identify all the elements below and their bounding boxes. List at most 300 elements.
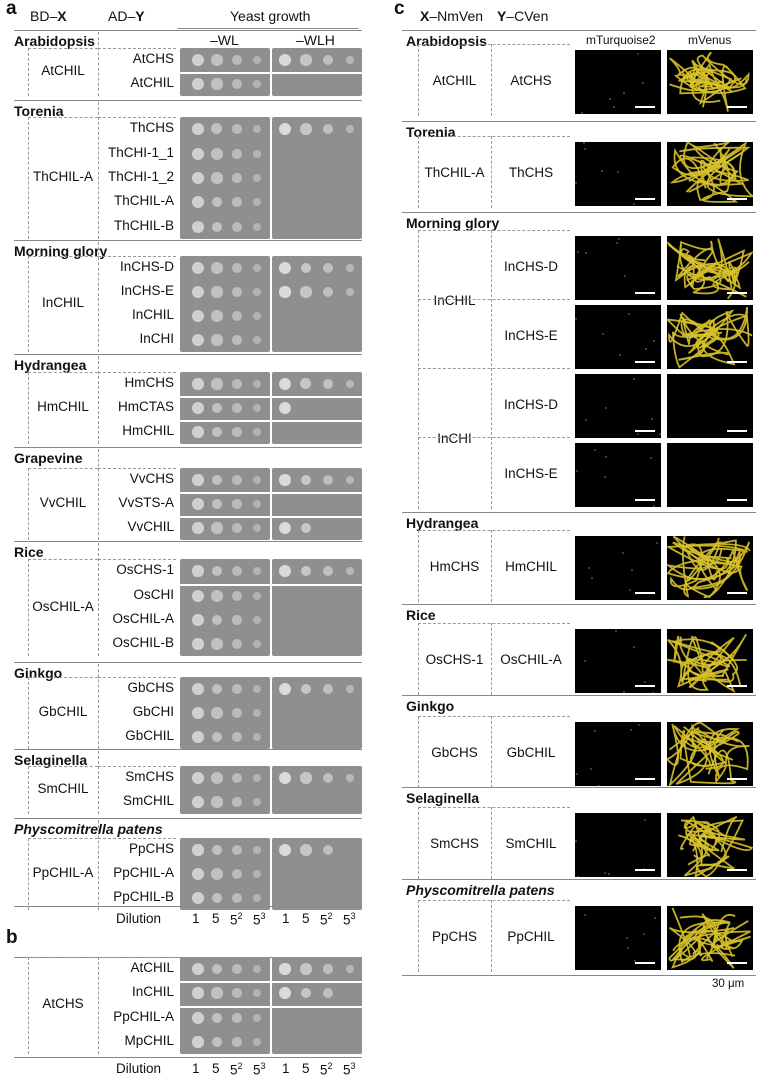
panel-b-prey-label: MpCHIL (124, 1033, 174, 1048)
bifc-row-5-mturquoise2-image (575, 443, 661, 507)
panel-b-row3-wl-colony (253, 1038, 261, 1046)
panel-b-row1-wl-colony (211, 987, 222, 998)
bifc-row-8-turquoise-speck (630, 729, 632, 731)
group-4-top-rule (14, 447, 362, 448)
panel-b-dash-top (28, 957, 176, 958)
group-1-row0-wlh-colony (300, 123, 312, 135)
bifc-row-10-turquoise-speck (654, 917, 656, 919)
group-0-plate-gap (180, 72, 362, 74)
bifc-row-6-turquoise-speck (656, 542, 658, 544)
channel-mvenus-label: mVenus (688, 33, 732, 47)
bifc-row-0-turquoise-speck (609, 98, 611, 100)
bd-column-header (30, 8, 67, 24)
bifc-row-1-turquoise-speck (601, 170, 603, 172)
bifc-row-6-cell-outlines (667, 536, 753, 600)
group-7-row0-wlh-colony (300, 772, 311, 783)
group-7-top-rule (14, 749, 362, 750)
bifc-row-1-turquoise-speck (617, 171, 619, 173)
bifc-row-9-scale-bar-1 (635, 869, 655, 871)
group-8-row0-wlh-colony (279, 844, 291, 856)
bifc-row-4-turquoise-speck (651, 418, 653, 420)
bifc-row-6-y-label: HmCHIL (505, 559, 557, 574)
dilution-tick-base: 5 (230, 1062, 238, 1078)
dilution-tick (343, 911, 356, 928)
dilution-label-b: Dilution (116, 1061, 162, 1076)
group-1-row0-wl-colony (192, 123, 204, 135)
bifc-row-7-species-label: Rice (406, 607, 436, 623)
bifc-row-5-dash-left (418, 437, 419, 509)
bifc-row-5-turquoise-speck (605, 456, 607, 458)
group-1-prey-label: ThCHI-1_2 (107, 169, 174, 184)
bifc-row-2-top-rule (402, 212, 756, 213)
group-2-row1-wl-colony (232, 287, 242, 297)
panel-b-row0-wl-colony (253, 965, 261, 973)
group-2-top-rule (14, 240, 362, 241)
dilution-tick-base: 5 (343, 912, 351, 928)
group-2-row1-wl-colony (211, 286, 222, 297)
bifc-row-1-turquoise-speck (583, 142, 585, 144)
bifc-row-4-y-label: InCHS-D (503, 397, 558, 412)
bifc-row-3-dash-top (418, 299, 570, 300)
bifc-row-3-mturquoise2-image (575, 305, 661, 369)
bifc-row-4-turquoise-speck (633, 378, 635, 380)
bifc-row-5-turquoise-speck (650, 457, 652, 459)
bifc-row-0-top-rule (402, 30, 756, 31)
group-6-species-label: Ginkgo (14, 665, 63, 681)
bifc-row-2-scale-bar-1 (635, 292, 655, 294)
bifc-row-8-turquoise-speck (598, 785, 600, 786)
group-8-row0-wl-colony (192, 844, 203, 855)
group-8-bait-label: PpCHIL-A (32, 865, 94, 880)
group-1-row2-wl-colony (232, 173, 241, 182)
group-0-row0-wl-colony (232, 55, 242, 65)
bifc-row-10-mvenus-image (667, 906, 753, 970)
group-1-prey-label: ThCHI-1_1 (107, 145, 174, 160)
dilution-tick (320, 1061, 333, 1078)
group-1-bait-label: ThCHIL-A (32, 169, 93, 184)
bifc-row-1-scale-bar-1 (635, 198, 655, 200)
panel-b-plate-gap (180, 1006, 362, 1008)
group-3-row0-wlh-colony (346, 380, 354, 388)
group-5-plate-gap (180, 584, 362, 586)
group-2-species-label: Morning glory (14, 243, 108, 259)
group-1-row1-wl-colony (211, 148, 223, 160)
bifc-row-1-dash-top (418, 136, 570, 137)
panel-b-row1-wl-colony (232, 988, 241, 997)
group-4-dash-top2 (98, 468, 176, 469)
dilution-tick-base: 5 (212, 1061, 220, 1076)
group-3-row0-wlh-colony (323, 379, 332, 388)
group-8-prey-label: PpCHS (128, 841, 174, 856)
bifc-row-8-turquoise-speck (594, 730, 596, 732)
group-8-dash-top2 (98, 838, 176, 839)
dilution-tick (302, 1061, 310, 1076)
bifc-row-4-scale-bar-2 (727, 430, 747, 432)
bifc-row-2-dash-left (418, 230, 419, 302)
bifc-row-3-mvenus-image (667, 305, 753, 369)
bifc-row-9-mturquoise2-image (575, 813, 661, 877)
group-6-prey-label: GbCHS (127, 680, 174, 695)
group-6-row0-wlh-colony (323, 684, 333, 694)
bifc-row-3-dash-left (418, 299, 419, 371)
bifc-row-6-turquoise-speck (588, 567, 590, 569)
ad-prefix: AD– (108, 8, 136, 24)
group-2-dash-top (28, 256, 98, 257)
group-4-dash-top (28, 468, 98, 469)
bifc-row-1-turquoise-speck (584, 148, 586, 150)
bifc-row-9-turquoise-speck (575, 840, 577, 842)
group-5-row0-wlh-colony (279, 565, 291, 577)
bifc-row-1-cell-outlines (667, 142, 753, 206)
bifc-row-2-turquoise-speck (616, 242, 618, 244)
group-1-row3-wl-colony (192, 196, 204, 208)
bifc-row-7-turquoise-speck (615, 630, 617, 632)
bifc-row-0-species-label: Arabidopsis (406, 33, 487, 49)
bifc-row-3-turquoise-speck (575, 318, 577, 320)
group-6-row1-wl-colony (211, 707, 223, 719)
group-1-row1-wl-colony (253, 150, 260, 157)
dilution-tick-base: 5 (253, 912, 261, 928)
group-5-row1-wl-colony (211, 590, 223, 602)
group-7-prey-label: SmCHIL (122, 793, 174, 808)
bifc-row-7-scale-bar-1 (635, 685, 655, 687)
bifc-row-1-top-rule (402, 121, 756, 122)
bifc-row-1-turquoise-speck (575, 182, 577, 184)
group-6-dash-top (28, 677, 98, 678)
dilution-tick-exp: 2 (237, 1061, 243, 1071)
group-0-row0-wl-colony (192, 54, 204, 66)
panel-b-row1-wl-colony (253, 989, 261, 997)
group-2-row0-wl-colony (192, 262, 204, 274)
bifc-row-7-mvenus-image (667, 629, 753, 693)
group-2-row3-wl-colony (232, 335, 242, 345)
group-7-prey-label: SmCHS (125, 769, 174, 784)
group-3-plate-gap (180, 420, 362, 422)
bifc-row-8-species-label: Ginkgo (406, 698, 455, 714)
bifc-row-0-x-label: AtCHIL (432, 73, 477, 88)
dilution-tick-base: 1 (282, 1061, 290, 1076)
panel-b-prey-label: PpCHIL-A (113, 1009, 174, 1024)
bifc-row-9-cell-outlines (667, 813, 753, 877)
bifc-row-5-turquoise-speck (576, 470, 578, 472)
group-3-row2-wl-colony (232, 427, 241, 436)
channel-mturquoise2-label: mTurquoise2 (586, 33, 656, 47)
bifc-row-6-top-rule (402, 512, 756, 513)
group-2-prey-label: InCHS-E (120, 283, 174, 298)
group-7-row1-wl-colony (192, 796, 203, 807)
group-2-dash-top2 (98, 256, 176, 257)
group-5-species-label: Rice (14, 544, 44, 560)
bifc-row-9-turquoise-speck (577, 876, 579, 877)
bifc-row-4-mturquoise2-image (575, 374, 661, 438)
bifc-row-8-scale-bar-2 (727, 778, 747, 780)
panel-b-row0-wlh-colony (279, 963, 290, 974)
group-3-row2-wl-colony (253, 428, 260, 435)
bifc-row-4-dash-top (418, 368, 570, 369)
group-5-row0-wlh-colony (346, 567, 353, 574)
bifc-row-2-mvenus-image (667, 236, 753, 300)
group-0-top-rule (14, 30, 362, 31)
panel-c-bottom-rule (402, 975, 756, 976)
group-0-row1-wl-colony (253, 80, 260, 87)
group-5-row2-wl-colony (232, 615, 241, 624)
dilution-tick-exp: 2 (327, 911, 333, 921)
dilution-tick (253, 911, 266, 928)
panel-b-plate-gap (180, 981, 362, 983)
group-3-row0-wl-colony (211, 378, 222, 389)
bifc-row-10-scale-bar-2 (727, 962, 747, 964)
bifc-row-1-turquoise-speck (633, 203, 635, 205)
panel-b-row0-wlh-colony (323, 964, 332, 973)
group-2-prey-label: InCHI (139, 331, 174, 346)
dilution-tick (282, 1061, 290, 1076)
bifc-row-7-y-label: OsCHIL-A (500, 652, 562, 667)
group-6-prey-label: GbCHIL (125, 728, 174, 743)
group-0-row1-wl-colony (192, 78, 204, 90)
bifc-row-0-turquoise-speck (613, 106, 615, 108)
group-4-plate-gap (180, 516, 362, 518)
bifc-row-6-mturquoise2-image (575, 536, 661, 600)
bifc-row-2-cell-outlines (667, 236, 753, 300)
bifc-row-10-turquoise-speck (627, 947, 629, 949)
scale-bar-label: 30 μm (712, 978, 745, 990)
dilution-tick (282, 911, 290, 926)
dilution-tick-exp: 3 (260, 1061, 266, 1071)
y-cven-header (497, 8, 548, 24)
bifc-row-4-scale-bar-1 (635, 430, 655, 432)
group-8-dash-top (28, 838, 98, 839)
bifc-row-10-turquoise-speck (626, 937, 628, 939)
dilution-tick (253, 1061, 266, 1078)
group-1-row0-wl-colony (253, 125, 261, 133)
bifc-row-8-mturquoise2-image (575, 722, 661, 786)
dilution-tick (230, 911, 243, 928)
group-0-row1-wl-colony (211, 78, 222, 89)
panel-b-bait-label: AtCHS (42, 996, 84, 1011)
bifc-row-5-turquoise-speck (594, 449, 596, 451)
group-0-dash-top2 (98, 48, 176, 49)
group-4-prey-label: VvSTS-A (118, 495, 174, 510)
bifc-row-1-y-label: ThCHS (508, 165, 554, 180)
dilution-tick (212, 911, 220, 926)
dilution-tick-base: 5 (320, 1062, 328, 1078)
panel-b-row1-wlh-colony (279, 987, 291, 999)
bifc-row-1-x-label: ThCHIL-A (424, 165, 485, 180)
group-5-top-rule (14, 541, 362, 542)
group-1-row2-wl-colony (211, 172, 222, 183)
group-1-row4-wl-colony (212, 222, 222, 232)
group-1-row1-wl-colony (232, 149, 241, 158)
dilution-tick-exp: 3 (260, 911, 266, 921)
bifc-row-0-dash-top (418, 44, 570, 45)
bifc-row-0-turquoise-speck (637, 53, 639, 55)
group-6-top-rule (14, 662, 362, 663)
bifc-row-3-turquoise-speck (619, 354, 621, 356)
medium-wlh: –WLH (296, 32, 335, 48)
group-2-row1-wlh-colony (346, 288, 354, 296)
panel-b-prey-label: InCHIL (131, 984, 174, 999)
bifc-row-4-dash-left (418, 368, 419, 440)
growth-title-underline (178, 28, 358, 29)
group-1-row3-wl-colony (232, 197, 242, 207)
dilution-tick-exp: 2 (237, 911, 243, 921)
bifc-row-8-x-label: GbCHS (431, 745, 478, 760)
group-5-dash-top (28, 559, 98, 560)
panel-b-row1-wl-colony (192, 987, 203, 998)
ad-var: Y (135, 8, 145, 24)
x-suffix: –NmVen (429, 8, 484, 24)
bifc-row-3-scale-bar-2 (727, 361, 747, 363)
group-5-row0-wl-colony (253, 567, 260, 574)
group-7-row1-wl-colony (232, 797, 242, 807)
group-1-row0-wlh-colony (346, 125, 354, 133)
group-8-row0-wl-colony (253, 846, 260, 853)
bifc-row-5-turquoise-speck (604, 476, 606, 478)
group-3-top-rule (14, 354, 362, 355)
bifc-row-10-species-label: Physcomitrella patens (406, 882, 555, 898)
bifc-row-4-mvenus-image (667, 374, 753, 438)
group-3-row2-wl-colony (192, 426, 203, 437)
dilution-tick-base: 5 (302, 911, 310, 926)
bifc-row-6-turquoise-speck (629, 589, 631, 591)
dilution-tick-exp: 3 (350, 1061, 356, 1071)
bifc-row-10-dash-top (418, 900, 570, 901)
bifc-row-9-turquoise-speck (644, 819, 646, 821)
group-8-prey-label: PpCHIL-A (113, 865, 174, 880)
group-4-prey-label: VvCHS (129, 471, 174, 486)
dilution-label-a: Dilution (116, 911, 162, 926)
bifc-row-7-turquoise-speck (652, 692, 654, 693)
group-1-prey-label: ThCHIL-A (113, 193, 174, 208)
dilution-tick-exp: 3 (350, 911, 356, 921)
group-6-dash-top2 (98, 677, 176, 678)
dilution-tick (192, 911, 200, 926)
group-8-row1-wl-colony (211, 868, 223, 880)
bifc-row-7-top-rule (402, 604, 756, 605)
group-2-row1-wl-colony (253, 288, 260, 295)
bifc-row-3-cell-outlines (667, 305, 753, 369)
bifc-row-6-dash-top (418, 530, 570, 531)
x-var: X (420, 8, 430, 24)
bifc-row-3-y-label: InCHS-E (504, 328, 558, 343)
group-2-prey-label: InCHIL (131, 307, 174, 322)
bifc-row-7-turquoise-speck (584, 660, 586, 662)
bifc-row-6-turquoise-speck (591, 577, 593, 579)
panel-b-row0-wlh-colony (346, 965, 354, 973)
group-0-prey-label: AtCHIL (130, 75, 174, 90)
bifc-row-2-x-label: InCHIL (433, 293, 476, 308)
group-6-prey-label: GbCHI (132, 704, 174, 719)
group-2-bait-label: InCHIL (41, 295, 85, 310)
panel-b-row2-wl-colony (192, 1012, 204, 1024)
group-6-row1-wl-colony (192, 707, 204, 719)
bifc-row-7-x-label: OsCHS-1 (425, 652, 484, 667)
bifc-row-10-turquoise-speck (643, 933, 645, 935)
panel-b-row1-wlh-colony (301, 988, 311, 998)
group-0-species-label: Arabidopsis (14, 33, 95, 49)
yeast-growth-title: Yeast growth (230, 8, 311, 24)
group-7-dash-top2 (98, 766, 176, 767)
group-1-prey-label: ThCHIL-B (113, 218, 174, 233)
bifc-row-9-turquoise-speck (604, 872, 606, 874)
group-3-row0-wl-colony (192, 378, 203, 389)
bifc-row-2-scale-bar-2 (727, 292, 747, 294)
group-8-prey-label: PpCHIL-B (113, 889, 174, 904)
bifc-row-7-mturquoise2-image (575, 629, 661, 693)
group-5-bait-label: OsCHIL-A (32, 598, 94, 614)
dilution-tick (343, 1061, 356, 1078)
dilution-tick-base: 5 (212, 911, 220, 926)
group-1-species-label: Torenia (14, 103, 64, 119)
bifc-row-2-turquoise-speck (624, 275, 626, 277)
panel-b-row3-wl-colony (192, 1036, 203, 1047)
bifc-row-6-scale-bar-1 (635, 592, 655, 594)
dilution-tick (192, 1061, 200, 1076)
group-4-row2-wl-colony (232, 523, 242, 533)
group-4-bait-label: VvCHIL (39, 495, 87, 510)
bifc-row-0-cell-outlines (667, 50, 753, 114)
dilution-tick-base: 1 (192, 911, 200, 926)
panel-b-row2-wl-colony (253, 1014, 261, 1022)
group-3-prey-label: HmCHS (124, 375, 174, 390)
bifc-row-5-dash-top (418, 437, 570, 438)
bifc-row-9-scale-bar-2 (727, 869, 747, 871)
group-0-row0-wlh-colony (346, 56, 353, 63)
y-suffix: –CVen (506, 8, 549, 24)
bifc-row-0-scale-bar-1 (635, 106, 655, 108)
group-2-row3-wl-colony (253, 336, 261, 344)
bifc-row-2-mturquoise2-image (575, 236, 661, 300)
group-8-row2-wl-colony (232, 893, 242, 903)
group-6-row0-wlh-colony (279, 683, 291, 695)
group-0-row0-wlh-colony (323, 55, 333, 65)
group-5-row3-wl-colony (211, 638, 223, 650)
bifc-row-10-mturquoise2-image (575, 906, 661, 970)
bifc-row-0-turquoise-speck (581, 112, 583, 114)
group-7-bait-label: SmCHIL (37, 781, 89, 796)
bifc-row-1-mvenus-image (667, 142, 753, 206)
bd-prefix: BD– (30, 8, 58, 24)
bifc-row-1-species-label: Torenia (406, 124, 456, 140)
group-1-top-rule (14, 100, 362, 101)
bifc-row-8-scale-bar-1 (635, 778, 655, 780)
panel-c-letter: c (394, 0, 405, 19)
group-7-species-label: Selaginella (14, 752, 88, 768)
group-5-prey-label: OsCHI (133, 587, 174, 602)
panel-b-bottom-rule (14, 1057, 362, 1058)
bifc-row-10-scale-bar-1 (635, 962, 655, 964)
bifc-row-6-x-label: HmCHS (429, 559, 480, 574)
bifc-row-2-turquoise-speck (577, 251, 579, 253)
group-2-row0-wlh-colony (346, 264, 353, 271)
bifc-row-2-species-label: Morning glory (406, 215, 500, 231)
bifc-row-8-cell-outlines (667, 722, 753, 786)
group-7-dash-top (28, 766, 98, 767)
group-1-row0-wl-colony (232, 124, 242, 134)
bifc-row-3-turquoise-speck (628, 313, 630, 315)
group-4-plate-gap (180, 492, 362, 494)
bifc-row-6-turquoise-speck (631, 569, 633, 571)
dilution-tick-base: 1 (282, 911, 290, 926)
dilution-tick-exp: 2 (327, 1061, 333, 1071)
bifc-row-8-dash-top (418, 716, 570, 717)
dilution-tick-base: 5 (320, 912, 328, 928)
group-3-species-label: Hydrangea (14, 357, 87, 373)
group-4-row0-wlh-colony (279, 474, 291, 486)
group-7-row0-wlh-colony (323, 773, 333, 783)
group-2-row1-wlh-colony (279, 286, 290, 297)
group-0-bait-label: AtCHIL (41, 63, 85, 78)
